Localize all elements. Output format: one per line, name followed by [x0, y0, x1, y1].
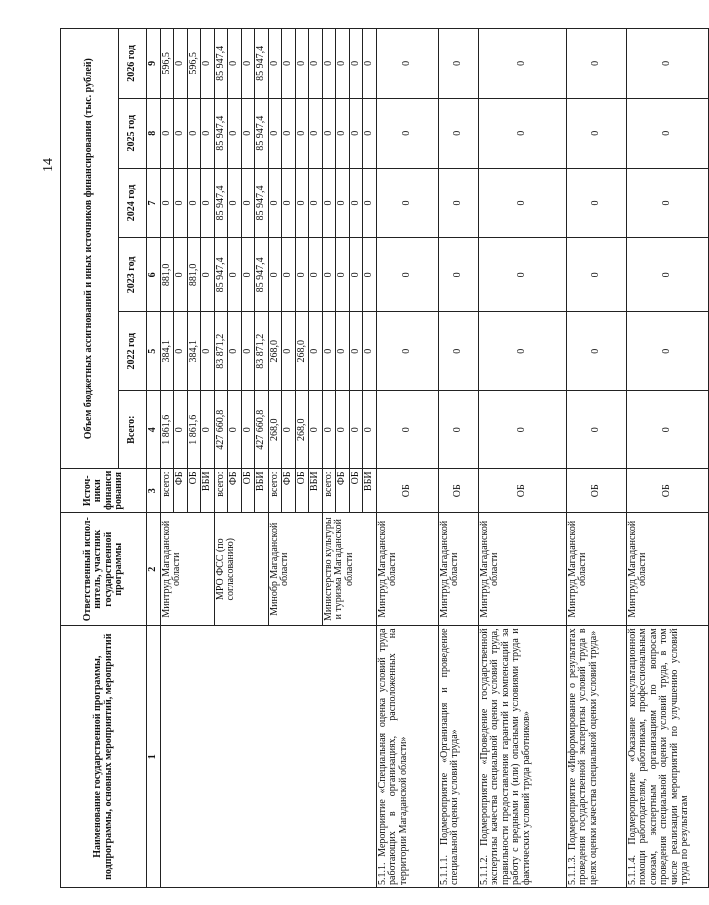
value-cell: 0: [309, 29, 323, 99]
measure-source: ОБ: [438, 469, 478, 513]
value-cell: 0: [336, 238, 350, 312]
value-cell: 0: [282, 238, 296, 312]
measure-name: 5.1.1.2. Подмероприятие «Проведение государственной экспертизы качества специальной оценки условий труда, правильности предоставления гарантий и компенсаций за работу с вредными и (или) опасными условиями труда и фактических условий труда работников»: [478, 626, 566, 888]
value-cell: 0: [228, 98, 242, 168]
value-cell: 0: [363, 168, 377, 238]
value-cell: 0: [295, 238, 309, 312]
value-cell: 0: [282, 168, 296, 238]
rotated-table-wrapper: [60, 28, 690, 888]
value-cell: 0: [322, 238, 336, 312]
value-cell: 0: [228, 238, 242, 312]
value-cell: 0: [336, 390, 350, 468]
source-cell: ОБ: [295, 469, 309, 513]
value-cell: 0: [241, 168, 255, 238]
source-cell: ВБИ: [309, 469, 323, 513]
value-cell: 0: [349, 312, 363, 390]
funding-table: [60, 28, 709, 888]
value-cell: 0: [160, 98, 174, 168]
value-cell: 0: [174, 29, 188, 99]
measure-value: 0: [626, 312, 708, 390]
measure-source: ОБ: [626, 469, 708, 513]
value-cell: 0: [174, 98, 188, 168]
value-cell: 0: [174, 238, 188, 312]
source-cell: всего:: [268, 469, 282, 513]
value-cell: 0: [174, 168, 188, 238]
measure-executor: Минтруд Магаданской области: [376, 513, 438, 626]
measure-row: [478, 29, 566, 888]
col-number: 1: [147, 626, 161, 888]
measure-value: 0: [566, 312, 626, 390]
measure-row: [566, 29, 626, 888]
value-cell: 0: [160, 168, 174, 238]
value-cell: 0: [228, 29, 242, 99]
value-cell: 1 861,6: [160, 390, 174, 468]
value-cell: 0: [228, 168, 242, 238]
source-cell: ВБИ: [255, 469, 269, 513]
col-number: 9: [147, 29, 161, 99]
measure-value: 0: [376, 238, 438, 312]
value-cell: 0: [282, 390, 296, 468]
value-cell: 0: [187, 98, 201, 168]
header-year: 2022 год: [119, 312, 147, 390]
value-cell: 0: [268, 168, 282, 238]
header-total: Всего:: [119, 390, 147, 468]
col-number: 3: [147, 469, 161, 513]
value-cell: 0: [363, 390, 377, 468]
measure-value: 0: [566, 98, 626, 168]
value-cell: 85 947,4: [214, 238, 228, 312]
source-cell: всего:: [322, 469, 336, 513]
value-cell: 0: [174, 390, 188, 468]
value-cell: 384,1: [187, 312, 201, 390]
value-cell: 0: [174, 312, 188, 390]
value-cell: 0: [322, 29, 336, 99]
header-year: 2026 год: [119, 29, 147, 99]
value-cell: 0: [201, 29, 215, 99]
source-cell: ОБ: [187, 469, 201, 513]
value-cell: 0: [201, 390, 215, 468]
value-cell: 0: [295, 168, 309, 238]
value-cell: 427 660,8: [214, 390, 228, 468]
value-cell: 85 947,4: [255, 29, 269, 99]
value-cell: 384,1: [160, 312, 174, 390]
measure-value: 0: [566, 390, 626, 468]
value-cell: 0: [322, 98, 336, 168]
col-number: 2: [147, 513, 161, 626]
value-cell: 0: [201, 238, 215, 312]
value-cell: 85 947,4: [255, 168, 269, 238]
measure-executor: Минтруд Магаданской области: [626, 513, 708, 626]
value-cell: 881,0: [160, 238, 174, 312]
measure-value: 0: [376, 98, 438, 168]
measure-value: 0: [626, 29, 708, 99]
value-cell: 0: [336, 168, 350, 238]
measure-value: 0: [626, 168, 708, 238]
col-number: 5: [147, 312, 161, 390]
value-cell: 0: [295, 29, 309, 99]
page-stage: [60, 28, 690, 888]
value-cell: 0: [349, 238, 363, 312]
measure-value: 0: [438, 29, 478, 99]
value-cell: 0: [336, 312, 350, 390]
value-cell: 268,0: [268, 312, 282, 390]
source-cell: ФБ: [228, 469, 242, 513]
measure-value: 0: [478, 29, 566, 99]
measure-value: 0: [566, 29, 626, 99]
value-cell: 0: [241, 238, 255, 312]
measure-source: ОБ: [376, 469, 438, 513]
value-cell: 0: [363, 312, 377, 390]
measure-row: [376, 29, 438, 888]
measure-value: 0: [376, 29, 438, 99]
measure-value: 0: [478, 390, 566, 468]
value-cell: 0: [268, 29, 282, 99]
header-source: Источ-ники финанси рования: [61, 469, 147, 513]
value-cell: 0: [201, 98, 215, 168]
value-cell: 0: [282, 29, 296, 99]
source-cell: всего:: [160, 469, 174, 513]
measure-executor: Минтруд Магаданской области: [478, 513, 566, 626]
value-cell: 85 947,4: [214, 98, 228, 168]
value-cell: 0: [309, 168, 323, 238]
value-cell: 268,0: [268, 390, 282, 468]
measure-value: 0: [478, 168, 566, 238]
value-cell: 85 947,4: [255, 98, 269, 168]
executor-cell: Минобр Магаданской области: [268, 513, 322, 626]
col-number: 7: [147, 168, 161, 238]
value-cell: 0: [309, 312, 323, 390]
measure-value: 0: [478, 312, 566, 390]
header-year: 2023 год: [119, 238, 147, 312]
header-year: 2024 год: [119, 168, 147, 238]
value-cell: 0: [201, 312, 215, 390]
measure-executor: Минтруд Магаданской области: [566, 513, 626, 626]
measure-value: 0: [566, 238, 626, 312]
measure-value: 0: [626, 98, 708, 168]
measure-value: 0: [376, 168, 438, 238]
executor-cell: МРО ФСС (по согласованию): [214, 513, 268, 626]
value-cell: 0: [268, 238, 282, 312]
value-cell: 0: [363, 98, 377, 168]
table-body: [160, 29, 708, 888]
value-cell: 0: [268, 98, 282, 168]
value-cell: 0: [187, 168, 201, 238]
header-funding-group: Объем бюджетных ассигнований и иных источников финансирования (тыс. рублей): [61, 29, 119, 469]
measure-row: [626, 29, 708, 888]
source-cell: ВБИ: [201, 469, 215, 513]
measure-value: 0: [438, 168, 478, 238]
source-cell: ФБ: [336, 469, 350, 513]
value-cell: 0: [241, 29, 255, 99]
value-cell: 85 947,4: [214, 29, 228, 99]
measure-value: 0: [478, 238, 566, 312]
value-cell: 0: [309, 98, 323, 168]
value-cell: 0: [241, 98, 255, 168]
value-cell: 0: [336, 98, 350, 168]
value-cell: 1 861,6: [187, 390, 201, 468]
col-number: 8: [147, 98, 161, 168]
value-cell: 0: [241, 390, 255, 468]
value-cell: 0: [241, 312, 255, 390]
value-cell: 0: [363, 29, 377, 99]
measure-name: 5.1.1. Мероприятие «Специальная оценка условий труда работающих в организациях, расположенных на территории Магаданской области»: [376, 626, 438, 888]
value-cell: 0: [336, 29, 350, 99]
value-cell: 85 947,4: [255, 238, 269, 312]
source-cell: ВБИ: [363, 469, 377, 513]
header-executor: Ответственный испол-нитель, участник государственной программы: [61, 513, 147, 626]
value-cell: 0: [228, 312, 242, 390]
source-cell: ФБ: [282, 469, 296, 513]
value-cell: 83 871,2: [255, 312, 269, 390]
value-cell: 0: [349, 98, 363, 168]
measure-value: 0: [438, 98, 478, 168]
value-cell: 0: [282, 312, 296, 390]
executor-cell: Министерство культуры и туризма Магаданской области: [322, 513, 376, 626]
source-cell: ОБ: [349, 469, 363, 513]
value-cell: 268,0: [295, 312, 309, 390]
source-cell: ОБ: [241, 469, 255, 513]
measure-value: 0: [376, 390, 438, 468]
value-cell: 0: [295, 98, 309, 168]
source-cell: ФБ: [174, 469, 188, 513]
measure-value: 0: [438, 312, 478, 390]
value-cell: 0: [349, 29, 363, 99]
value-cell: 0: [322, 312, 336, 390]
col-number: 4: [147, 390, 161, 468]
measure-value: 0: [438, 238, 478, 312]
value-cell: 0: [309, 390, 323, 468]
measure-value: 0: [376, 312, 438, 390]
program-name-cell: [160, 626, 376, 888]
measure-value: 0: [478, 98, 566, 168]
value-cell: 427 660,8: [255, 390, 269, 468]
value-cell: 881,0: [187, 238, 201, 312]
value-cell: 85 947,4: [214, 168, 228, 238]
source-cell: всего:: [214, 469, 228, 513]
measure-source: ОБ: [478, 469, 566, 513]
value-cell: 0: [349, 168, 363, 238]
page-number: 14: [41, 158, 56, 172]
measure-value: 0: [566, 168, 626, 238]
value-cell: 0: [322, 390, 336, 468]
measure-value: 0: [626, 390, 708, 468]
header-name: Наименование государственной программы, подпрограммы, основных мероприятий, мероприятий: [61, 626, 147, 888]
measure-value: 0: [626, 238, 708, 312]
col-number: 6: [147, 238, 161, 312]
value-cell: 596,5: [160, 29, 174, 99]
measure-name: 5.1.1.1. Подмероприятие «Организация и проведение специальной оценки условий труда»: [438, 626, 478, 888]
measure-row: [438, 29, 478, 888]
value-cell: 0: [201, 168, 215, 238]
value-cell: 0: [228, 390, 242, 468]
measure-name: 5.1.1.4. Подмероприятие «Оказание консультационной помощи работодателям, работникам, профессиональным союзам, экспертным организациям по вопросам проведения специальной оценки условий труда, в том числе реализации мероприятий по улучшению условий труда по результатам: [626, 626, 708, 888]
executor-cell: Минтруд Магаданской области: [160, 513, 214, 626]
value-cell: 0: [363, 238, 377, 312]
value-cell: 0: [282, 98, 296, 168]
table-row: [160, 29, 174, 888]
value-cell: 0: [349, 390, 363, 468]
measure-executor: Минтруд Магаданской области: [438, 513, 478, 626]
measure-source: ОБ: [566, 469, 626, 513]
value-cell: 0: [309, 238, 323, 312]
value-cell: 268,0: [295, 390, 309, 468]
header-year: 2025 год: [119, 98, 147, 168]
measure-name: 5.1.1.3. Подмероприятие «Информирование о результатах проведения государственной экспертизы условий труда в целях оценки качества специальной оценки условий труда»: [566, 626, 626, 888]
value-cell: 0: [322, 168, 336, 238]
value-cell: 596,5: [187, 29, 201, 99]
measure-value: 0: [438, 390, 478, 468]
value-cell: 83 871,2: [214, 312, 228, 390]
